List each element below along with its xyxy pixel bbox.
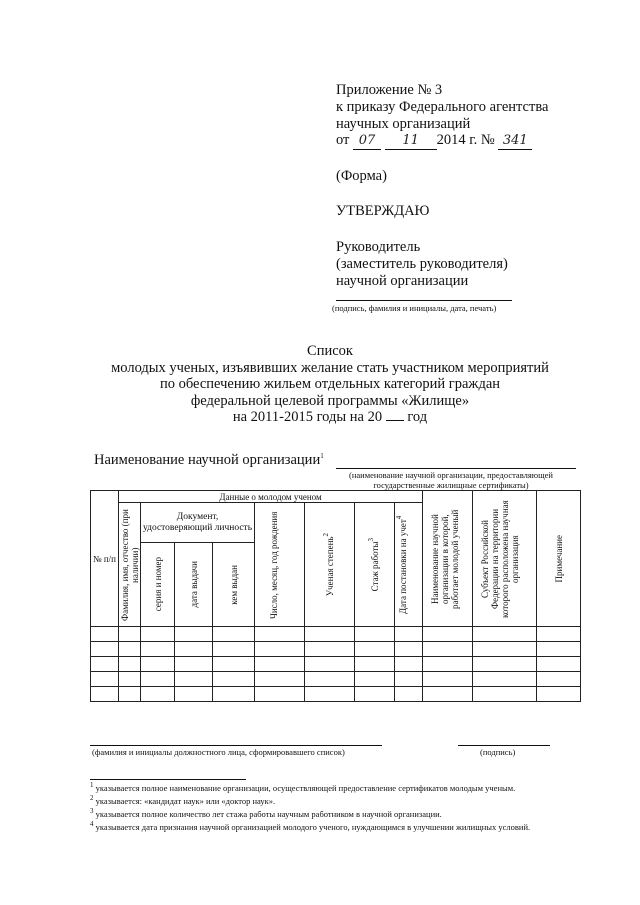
date-day: 07 — [353, 132, 381, 150]
table-cell — [91, 687, 119, 702]
table-cell — [175, 657, 213, 672]
table-cell — [213, 627, 255, 642]
sign-line — [458, 745, 550, 746]
table-row — [91, 687, 581, 702]
appendix-line-3: научных организаций — [336, 116, 471, 132]
col-birth-header: Число, месяц, год рождения — [255, 503, 305, 627]
col-issued-by-header: кем выдан — [213, 543, 255, 627]
signature-line — [336, 300, 512, 301]
table-cell — [473, 627, 537, 642]
head-line-1: Руководитель — [336, 239, 421, 255]
table-cell — [395, 642, 423, 657]
table-cell — [255, 687, 305, 702]
table-cell — [175, 642, 213, 657]
table-cell — [255, 657, 305, 672]
col-degree-header: Ученая степень$^2$ — [305, 503, 355, 627]
table-cell — [473, 657, 537, 672]
table-cell — [537, 657, 581, 672]
table-cell — [91, 642, 119, 657]
form-label: (Форма) — [336, 168, 387, 184]
table-row — [91, 627, 581, 642]
table-cell — [175, 687, 213, 702]
title-line-3: по обеспечению жильем отдельных категорий граждан — [159, 376, 501, 392]
table-cell — [395, 672, 423, 687]
official-caption: (фамилия и инициалы должностного лица, сформировавшего список) — [92, 747, 345, 757]
signature-caption: (подпись, фамилия и инициалы, дата, печать) — [332, 303, 497, 313]
col-note-header: Примечание — [537, 491, 581, 627]
table-cell — [119, 657, 141, 672]
table-cell — [355, 642, 395, 657]
org-name-caption: (наименование научной организации, предоставляющей государственные жилищные сертификаты) — [349, 470, 553, 490]
col-name-header: Фамилия, имя, отчество (при наличии) — [119, 503, 141, 627]
table-cell — [537, 642, 581, 657]
table-cell — [119, 687, 141, 702]
table-cell — [213, 657, 255, 672]
table-cell — [175, 627, 213, 642]
table-cell — [305, 672, 355, 687]
col-experience-header: Стаж работы$^3$ — [355, 503, 395, 627]
table-cell — [355, 627, 395, 642]
official-name-line — [90, 745, 382, 746]
table-cell — [119, 627, 141, 642]
table-cell — [141, 627, 175, 642]
head-line-3: научной организации — [336, 273, 469, 289]
table-cell — [141, 657, 175, 672]
table-cell — [141, 672, 175, 687]
head-line-2: (заместитель руководителя) — [336, 256, 508, 272]
table-cell — [423, 642, 473, 657]
col-org-header: Наименование научной организации в которой, работает молодой ученый — [423, 491, 473, 627]
table-row — [91, 642, 581, 657]
table-cell — [305, 687, 355, 702]
table-cell — [395, 657, 423, 672]
table-cell — [255, 642, 305, 657]
table-cell — [355, 672, 395, 687]
date-prefix: от — [336, 132, 350, 148]
table-cell — [395, 627, 423, 642]
table-row — [91, 657, 581, 672]
col-number-header: № п/п — [91, 491, 119, 627]
table-cell — [355, 657, 395, 672]
table-cell — [423, 672, 473, 687]
table-cell — [141, 642, 175, 657]
date-year: 2014 г. № — [436, 132, 495, 148]
table-cell — [119, 672, 141, 687]
org-name-line — [336, 468, 576, 469]
order-number: 341 — [498, 132, 532, 150]
footnote-item: $^2$ указывается: «кандидат наук» или «доктор наук». — [90, 794, 276, 806]
appendix-line-2: к приказу Федерального агентства — [336, 99, 549, 115]
table-cell — [255, 672, 305, 687]
col-subject-header: Субъект Российской Федерации на территории которого расположена научная организация — [473, 491, 537, 627]
document-group-header: Документ, удостоверяющий личность — [141, 503, 255, 543]
footnote-item: $^1$ указывается полное наименование организации, осуществляющей предоставление сертификатов молодым ученым. — [90, 781, 516, 793]
org-name-label: Наименование научной организации$^1$ — [94, 452, 324, 468]
title-line-1: Список — [307, 343, 353, 359]
table-cell — [305, 642, 355, 657]
table-cell — [473, 642, 537, 657]
table-cell — [473, 687, 537, 702]
appendix-date-line — [336, 132, 532, 150]
table-cell — [423, 687, 473, 702]
table-cell — [355, 687, 395, 702]
footnote-item: $^3$ указывается полное количество лет стажа работы научным работником в научной организации. — [90, 807, 442, 819]
sign-caption: (подпись) — [480, 747, 516, 757]
table-cell — [175, 672, 213, 687]
title-line-2: молодых ученых, изъявивших желание стать участником мероприятий — [111, 359, 549, 376]
table-cell — [305, 627, 355, 642]
table-cell — [537, 672, 581, 687]
table-cell — [91, 672, 119, 687]
table-cell — [473, 672, 537, 687]
table-cell — [213, 687, 255, 702]
approve-heading: УТВЕРЖДАЮ — [336, 203, 430, 219]
table-cell — [213, 642, 255, 657]
table-cell — [537, 627, 581, 642]
footnotes — [90, 783, 582, 835]
footnote-item: $^4$ указывается дата признания научной организацией молодого ученого, нуждающимся в улучшении жилищных условий. — [90, 820, 531, 832]
col-reg-date-header: Дата постановки на учет$^4$ — [395, 503, 423, 627]
title-line-4: федеральной целевой программы «Жилище» — [190, 392, 470, 409]
col-issue-date-header: дата выдачи — [175, 543, 213, 627]
table-cell — [423, 657, 473, 672]
table-cell — [305, 657, 355, 672]
date-month: 11 — [385, 132, 437, 150]
footnote-separator — [90, 779, 246, 780]
young-scientists-table — [90, 490, 581, 702]
table-cell — [91, 627, 119, 642]
table-cell — [423, 627, 473, 642]
table-row — [91, 672, 581, 687]
table-cell — [91, 657, 119, 672]
table-cell — [213, 672, 255, 687]
col-series-header: серия и номер — [141, 543, 175, 627]
table-cell — [255, 627, 305, 642]
table-cell — [395, 687, 423, 702]
document-title — [60, 343, 600, 426]
young-scientist-group-header: Данные о молодом ученом — [119, 491, 423, 503]
table-cell — [141, 687, 175, 702]
table-cell — [119, 642, 141, 657]
table-cell — [537, 687, 581, 702]
year-blank — [386, 420, 404, 421]
title-line-5: на 2011-2015 годы на 20 год — [232, 409, 428, 425]
appendix-line-1: Приложение № 3 — [336, 82, 443, 98]
